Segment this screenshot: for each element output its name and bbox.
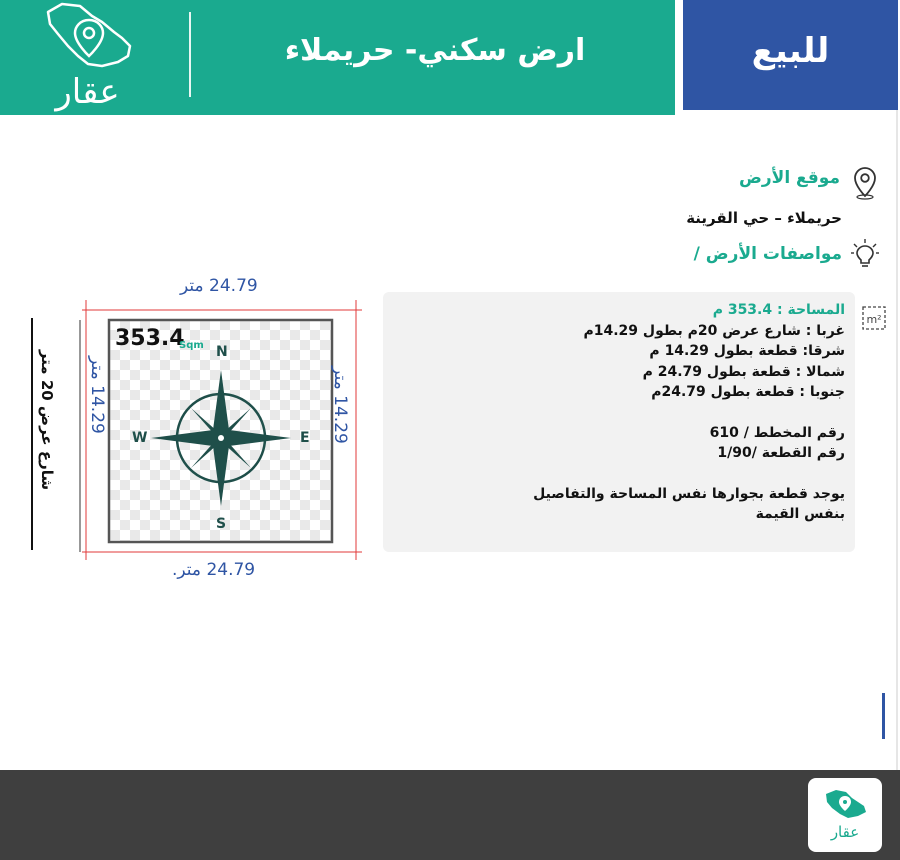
spec-east: شرقا: قطعة بطول 14.29 م <box>649 343 845 359</box>
plot-area-value: 353.4 <box>115 326 185 351</box>
compass-south: S <box>216 516 227 532</box>
header-divider <box>189 12 191 97</box>
saudi-map-icon <box>808 778 882 824</box>
area-m2-icon <box>861 305 887 331</box>
m2-icon-label: m² <box>866 313 882 326</box>
specs-title: مواصفات الأرض / <box>693 244 842 264</box>
specs-panel <box>383 292 855 552</box>
spec-note-line2: بنفس القيمة <box>755 506 845 522</box>
spec-note-line1: يوجد قطعة بجوارها نفس المساحة والتفاصيل <box>533 485 845 502</box>
location-value: حريملاء – حي القرينة <box>686 209 842 227</box>
footer-logo[interactable] <box>808 778 882 852</box>
saudi-map-pin-icon <box>40 0 135 80</box>
footer-logo-text: عقار <box>830 823 860 841</box>
plot-area-unit: Sqm <box>179 340 204 351</box>
blue-accent-bar <box>882 693 885 739</box>
left-dimension: 14.29 متر <box>87 356 107 434</box>
sale-label: للبيع <box>751 31 830 71</box>
right-dimension: 14.29 متر <box>330 366 350 444</box>
spec-south: جنوبا : قطعة بطول 24.79م <box>651 384 845 400</box>
spec-plan-number: رقم المخطط / 610 <box>709 424 845 441</box>
compass-west: W <box>132 430 148 446</box>
specs-list <box>405 300 845 525</box>
street-label: شارع عرض 20 متر <box>38 349 56 491</box>
top-dimension: 24.79 متر <box>180 276 258 296</box>
logo-text: عقار <box>55 72 120 112</box>
footer-bar <box>0 770 900 860</box>
spec-north: شمالا : قطعة بطول 24.79 م <box>642 363 845 380</box>
aqar-logo <box>40 0 135 112</box>
lightbulb-icon <box>850 238 880 270</box>
location-pin-icon <box>852 166 878 200</box>
compass-east: E <box>300 430 310 446</box>
spec-plot-number: رقم القطعة /1/90 <box>717 445 845 461</box>
bottom-dimension: 24.79 متر. <box>172 560 256 580</box>
location-title: موقع الأرض <box>739 168 840 188</box>
frame-border <box>896 110 898 770</box>
spec-area: المساحة : 353.4 م <box>712 302 845 318</box>
page-title: ارض سكني- حريملاء <box>284 33 586 68</box>
compass-north: N <box>216 344 228 360</box>
spec-west: غربا : شارع عرض 20م بطول 14.29م <box>583 322 845 339</box>
